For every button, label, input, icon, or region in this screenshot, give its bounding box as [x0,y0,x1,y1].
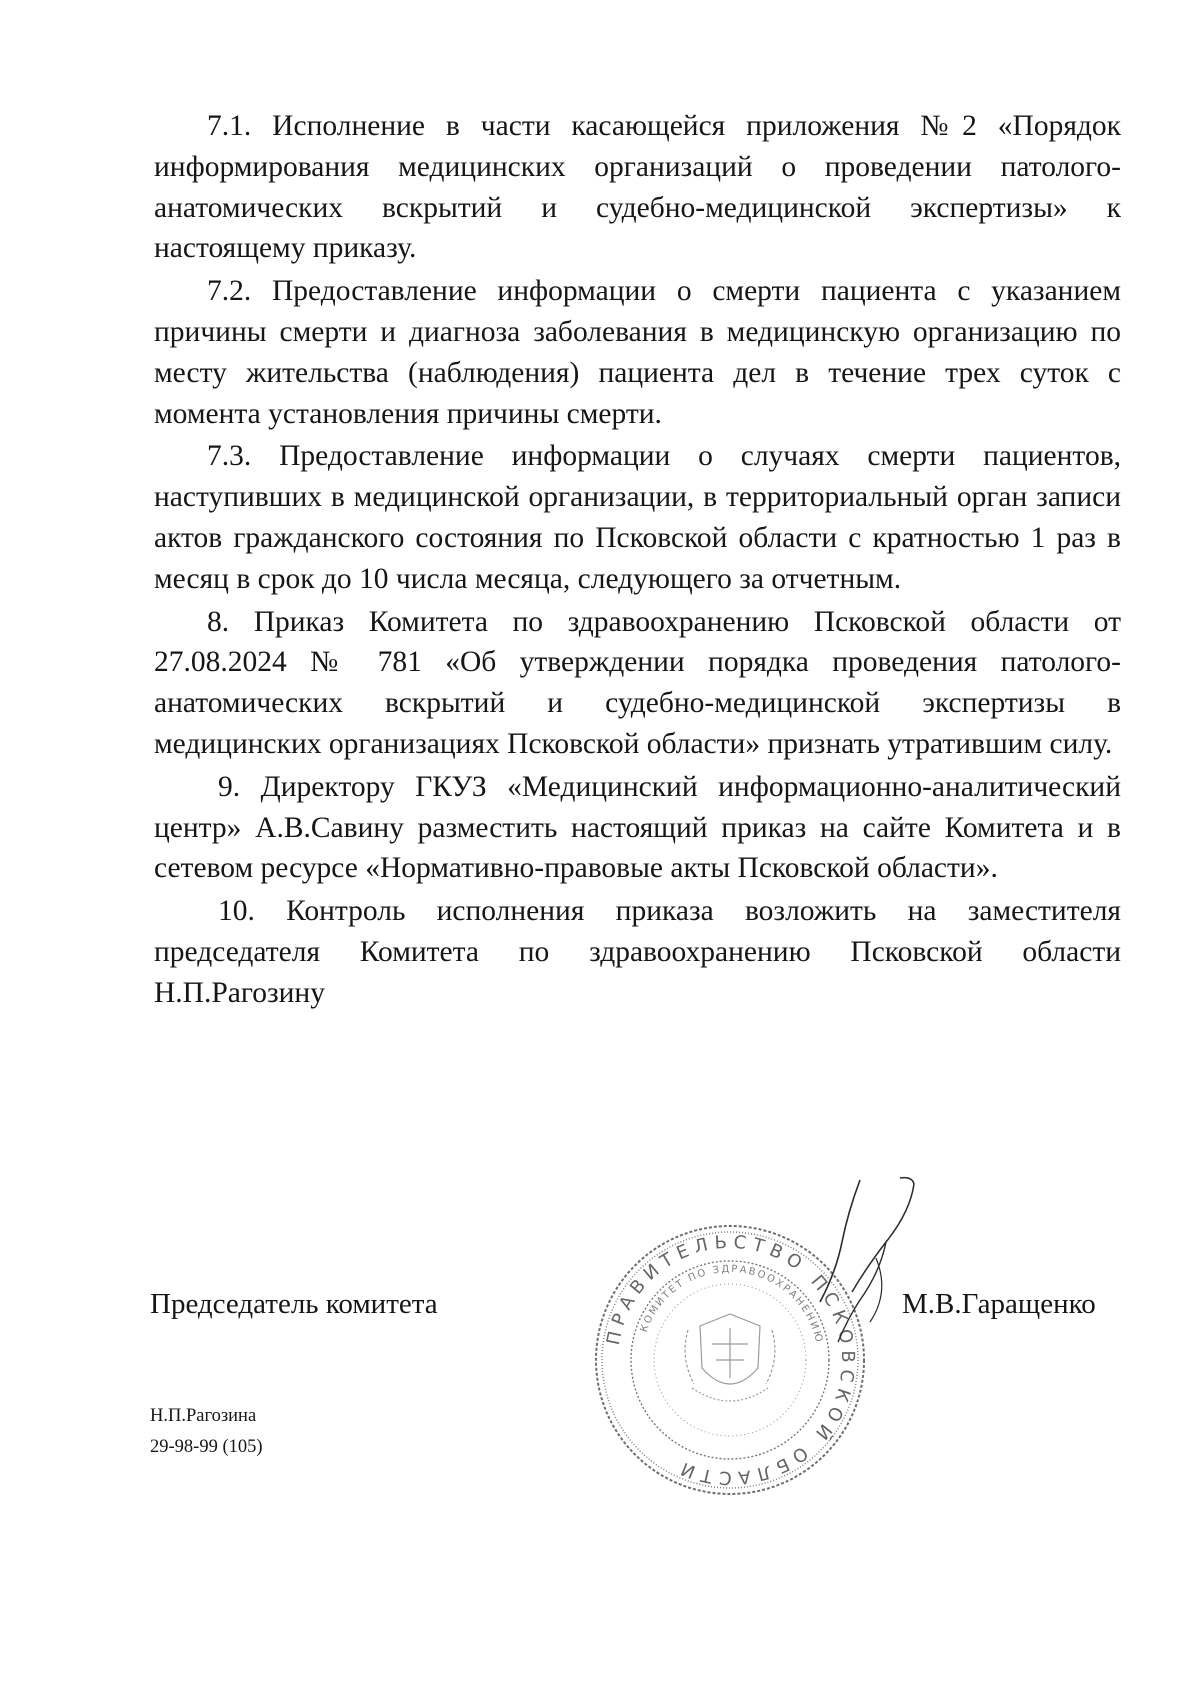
paragraph-9: 9. Директору ГКУЗ «Медицинский информационно-аналитический центр» А.В.Савину разместить настоящий приказ на сайте Комитета и в сетевом ресурсе «Нормативно-правовые акты Псковской области». [154,770,1121,885]
paragraph-8: 8. Приказ Комитета по здравоохранению Псковской области от 27.08.2024 № 781 «Об утверждении порядка проведения патолого-анатомических вскрытий и судебно-медицинской экспертизы в медицинских организациях Псковской области» признать утратившим силу. [154,605,1121,760]
paragraph-7-3: 7.3. Предоставление информации о случаях смерти пациентов, наступивших в медицинской организации, в территориальный орган записи актов гражданского состояния по Псковской области с кратностью 1 раз в месяц в срок до 10 числа месяца, следующего за отчетным. [154,440,1121,595]
seal-ring-text: ПРАВИТЕЛЬСТВО ПСКОВСКОЙ ОБЛАСТИ [602,1231,859,1489]
seal-inner-text: КОМИТЕТ ПО ЗДРАВООХРАНЕНИЮ [638,1263,825,1346]
paragraph-7-2: 7.2. Предоставление информации о смерти пациента с указанием причины смерти и диагноза заболевания в медицинскую организацию по месту жительства (наблюдения) пациента дел в течение трех суток с момента установления причины смерти. [154,275,1121,430]
paragraph-7-1: 7.1. Исполнение в части касающейся приложения №2 «Порядок информирования медицинских организаций о проведении патолого-анатомических вскрытий и судебно-медицинской экспертизы» к настоящему приказу. [154,110,1121,265]
executor-phone: 29-98-99 (105) [150,1437,263,1457]
paragraph-10: 10. Контроль исполнения приказа возложить на заместителя председателя Комитета по здравоохранению Псковской области Н.П.Рагозину [154,895,1121,1009]
signer-name: М.В.Гаращенко [902,1288,1096,1320]
coat-of-arms-emblem [685,1314,775,1401]
executor-name: Н.П.Рагозина [150,1406,257,1426]
executor-info [150,1401,263,1463]
order-body [154,106,1121,1016]
official-seal-stamp [588,1218,872,1502]
handwritten-signature [790,1172,940,1362]
signer-position: Председатель комитета [150,1288,438,1320]
